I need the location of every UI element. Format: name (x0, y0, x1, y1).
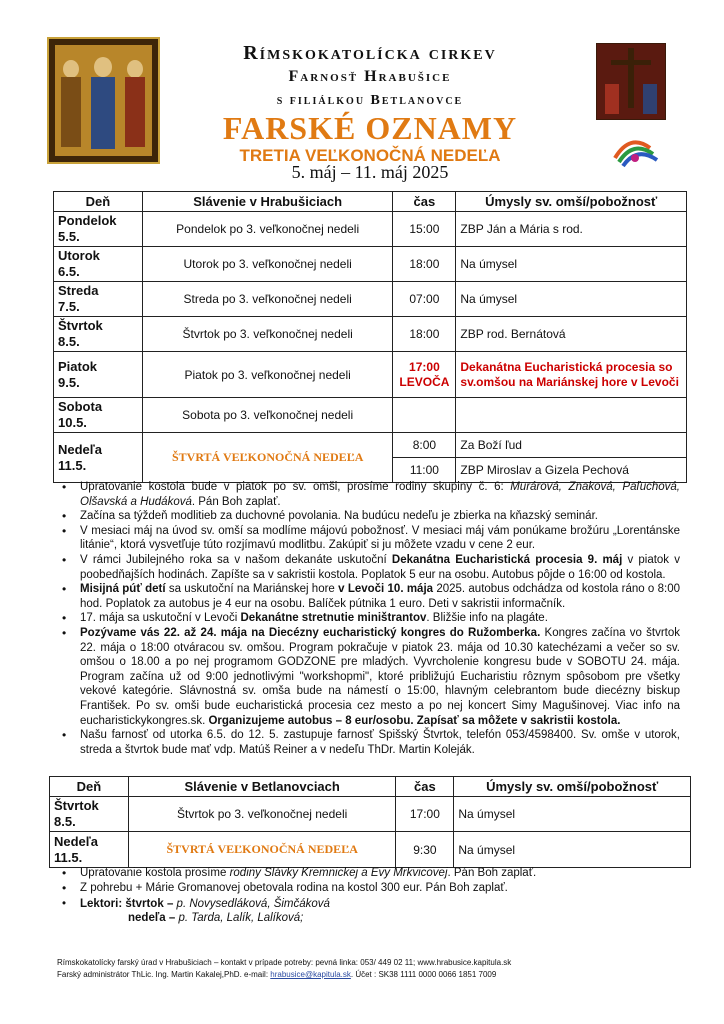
altar-painting-image (47, 37, 160, 164)
lectors-thu-names: p. Novysedláková, Šimčáková (176, 898, 330, 910)
intention-cell: Na úmysel (454, 832, 691, 868)
day-date: 6.5. (58, 264, 80, 279)
lectors-thu-label: štvrtok (125, 898, 164, 910)
intention-cell: ZBP Miroslav a Gizela Pechová (456, 458, 687, 483)
table-row (54, 212, 687, 247)
day-name: Utorok (58, 248, 100, 263)
announcements-list-betlanovce (50, 866, 680, 895)
list-item: • Upratovanie kostola bude v piatok po sv. omši, prosíme rodiny skupiny č. 6: Murárová, Znaková, Paľuchová, Olšavská a Hudáková. Pán Boh zaplať. (50, 480, 680, 509)
intention-cell: Na úmysel (456, 282, 687, 317)
col-header-celebration: Slávenie v Hrabušiciach (142, 192, 392, 212)
time-cell: 17:00 (396, 797, 454, 832)
intention-cell: ZBP rod. Bernátová (456, 317, 687, 352)
table-row (54, 352, 687, 398)
intention-cell (456, 398, 687, 433)
time-cell: 8:00 (393, 433, 456, 458)
list-item: • Z pohrebu + Márie Gromanovej obetovala rodina na kostol 300 eur. Pán Boh zaplať. (50, 881, 680, 896)
day-date: 7.5. (58, 299, 80, 314)
celebration-cell: ŠTVRTÁ VEĽKONOČNÁ NEDEĽA (142, 433, 392, 483)
day-date: 5.5. (58, 229, 80, 244)
time-cell: 18:00 (393, 247, 456, 282)
intention-cell: Na úmysel (454, 797, 691, 832)
table-row (54, 398, 687, 433)
celebration-cell: Štvrtok po 3. veľkonočnej nedeli (128, 797, 395, 832)
time-cell: 11:00 (393, 458, 456, 483)
announcements-list (50, 480, 680, 757)
celebration-cell: Pondelok po 3. veľkonočnej nedeli (142, 212, 392, 247)
day-date: 10.5. (58, 415, 87, 430)
celebration-cell: Piatok po 3. veľkonočnej nedeli (142, 352, 392, 398)
day-name: Sobota (58, 399, 103, 414)
intention-cell: ZBP Ján a Mária s rod. (456, 212, 687, 247)
footer-account: . Účet : SK38 1111 0000 0066 1851 7009 (350, 970, 497, 979)
col-header-celebration: Slávenie v Betlanovciach (128, 777, 395, 797)
list-item: • Pozývame vás 22. až 24. mája na Diecézny eucharistický kongres do Ružomberka. Kongres začína vo štvrtok 22. mája o 18:00 otváracou sv. omšou. Program pokračuje v piatok 23. mája od 10.30 katechézami a večer so sv. omšou o 18.00 a po nej programom GODZONE pre mladých. Vyvrcholenie kongresu bude v SOBOTU 24. mája. Program začína už od 9:00 jednotlivými "workshopmi", ktoré približujú Eucharistiu rôznym spôsobom pre všetky vekové kategórie. Slávnostná sv. omša bude na námestí o 15:00, hlavným celebrantom bude diecézny biskup František. Po sv. omši bude eucharistická procesia cez mesto a po nej koncert Simy Magušinovej. Viac info na eucharistickykongres.sk. Organizujeme autobus – 8 eur/osobu. Zapísať sa môžete v sakristii kostola. (50, 626, 680, 728)
day-date: 11.5. (54, 849, 83, 865)
col-header-day: Deň (54, 192, 143, 212)
col-header-intentions: Úmysly sv. omší/pobožnosť (456, 192, 687, 212)
lectors-sun-names: p. Tarda, Lalík, Lalíková; (178, 912, 304, 924)
list-item: • V rámci Jubilejného roka sa v našom dekanáte uskutoční Dekanátna Eucharistická procesia 9. máj v piatok v poobedňajších hodinách. Zapíšte sa v sakristii kostola. Poplatok 5 eur na osobu. Autobus pôjde o 16:00 od kostola. (50, 553, 680, 582)
filial-name: s filiálkou Betlanovce (276, 93, 464, 108)
lectors-sun-label: nedeľa (128, 912, 166, 924)
col-header-time: čas (393, 192, 456, 212)
footer-contact: Rímskokatolícky farský úrad v Hrabušiciach – kontakt v prípade potreby: pevná linka: 053/ 449 02 11; www.hrabusice.kapitula.sk (57, 958, 512, 967)
day-name: Piatok (58, 358, 98, 374)
church-name: Rímskokatolícka cirkev (243, 42, 497, 64)
crucifixion-image (596, 43, 666, 120)
list-item: • Upratovanie kostola prosíme rodiny Slávky Kremnickej a Evy Mrkvicovej. Pán Boh zaplať. (50, 866, 680, 881)
list-item: • V mesiaci máj na úvod sv. omší sa modlíme májovú pobožnosť. V mesiaci máj vám ponúkame brožúru „Lorentánske litánie“, ktorá vysvetľuje túto rozjímavú modlitbu. Zakúpiť si ju môžete vzadu v cene 2 eur. (50, 524, 680, 553)
intention-cell: Za Boží ľud (456, 433, 687, 458)
day-name: Streda (58, 283, 99, 298)
table-row (54, 433, 687, 458)
table-row (50, 797, 691, 832)
col-header-intentions: Úmysly sv. omší/pobožnosť (454, 777, 691, 797)
day-name: Štvrtok (58, 318, 103, 333)
email-link[interactable]: hrabusice@kapitula.sk (270, 970, 351, 979)
schedule-table-betlanovce (49, 776, 691, 868)
celebration-cell: Streda po 3. veľkonočnej nedeli (142, 282, 392, 317)
time-cell: 9:30 (396, 832, 454, 868)
jubilee-logo (605, 128, 665, 176)
day-date: 8.5. (54, 814, 76, 829)
day-name: Nedeľa (58, 441, 103, 457)
table-row (54, 247, 687, 282)
time-cell: 07:00 (393, 282, 456, 317)
time-cell (393, 398, 456, 433)
date-range: 5. máj – 11. máj 2025 (291, 162, 449, 182)
page-subtitle: TRETIA VEĽKONOČNÁ NEDEĽA (239, 146, 501, 165)
time-cell: 17:00 (409, 359, 440, 374)
celebration-cell: Utorok po 3. veľkonočnej nedeli (142, 247, 392, 282)
footer-admin: Farský administrátor ThLic. Ing. Martin Kakalej,PhD. e-mail: (57, 970, 271, 979)
footer (57, 957, 677, 981)
celebration-cell: Sobota po 3. veľkonočnej nedeli (142, 398, 392, 433)
day-date: 9.5. (58, 374, 80, 390)
schedule-table-hrabusice (53, 191, 687, 483)
day-date: 11.5. (58, 457, 87, 473)
intention-cell: Na úmysel (456, 247, 687, 282)
table-row (54, 282, 687, 317)
day-name: Štvrtok (54, 798, 99, 813)
list-item: • 17. mája sa uskutoční v Levoči Dekanátne stretnutie miništrantov. Bližšie info na plagáte. (50, 611, 680, 626)
time-cell: 15:00 (393, 212, 456, 247)
page-title: FARSKÉ OZNAMY (222, 110, 518, 146)
lectors-label: Lektori: (80, 898, 123, 910)
table-row (54, 317, 687, 352)
list-item: • Misijná púť detí sa uskutoční na Mariánskej hore v Levoči 10. mája 2025. autobus odchádza od kostola ráno o 8:00 hod. Poplatok za autobus je 4 eur na osobu. Balíček pútnika 1 euro. Deti v sakristii informačník. (50, 582, 680, 611)
day-name: Nedeľa (54, 833, 99, 849)
list-item: • Začína sa týždeň modlitieb za duchovné povolania. Na budúcu nedeľu je zbierka na kňazský seminár. (50, 509, 680, 524)
list-item: • Našu farnosť od utorka 6.5. do 12. 5. zastupuje farnosť Spišský Štvrtok, telefón 053/4598400. Sv. omše v utorok, streda a štvrtok bude mať vdp. Matúš Reiner a v nedeľu ThDr. Martin Koleják. (50, 728, 680, 757)
celebration-cell: Štvrtok po 3. veľkonočnej nedeli (142, 317, 392, 352)
parish-name: Farnosť Hrabušice (288, 68, 452, 85)
table-row (50, 832, 691, 868)
time-place: LEVOČA (399, 374, 450, 389)
col-header-time: čas (396, 777, 454, 797)
day-date: 8.5. (58, 334, 80, 349)
day-name: Pondelok (58, 213, 117, 228)
celebration-cell: ŠTVRTÁ VEĽKONOČNÁ NEDEĽA (128, 832, 395, 868)
lectors-block: • Lektori: štvrtok – p. Novysedláková, Šimčáková nedeľa – p. Tarda, Lalík, Lalíková; (62, 898, 330, 924)
time-cell: 18:00 (393, 317, 456, 352)
intention-cell: Dekanátna Eucharistická procesia so sv.omšou na Mariánskej hore v Levoči (456, 352, 687, 398)
col-header-day: Deň (50, 777, 129, 797)
